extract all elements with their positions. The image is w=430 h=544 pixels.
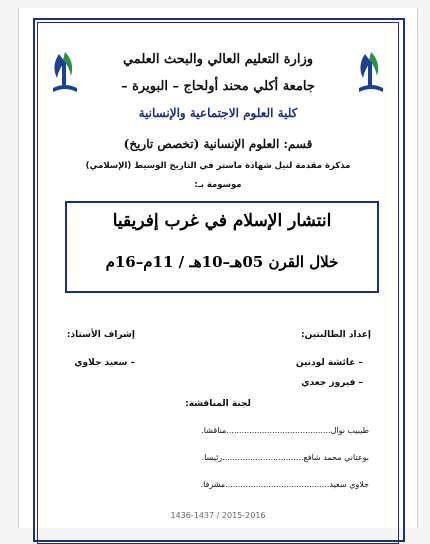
committee-member: طيبيب نوال.........................................مناقشا. — [201, 426, 369, 435]
memo-description: مذكرة مقدمة لنيل شهادة ماستر في التاريخ الوسيط (الإسلامي) — [85, 161, 351, 171]
committee-member: بوعتاني محمد شافع................................رئيسا. — [201, 453, 369, 462]
committee-member: جلاوي سعيد.........................................مشرفا. — [200, 480, 369, 489]
student-name: – عائشة لودنين — [295, 358, 363, 368]
supervisor-label: إشراف الأستاذ: — [66, 330, 135, 340]
ministry-name: وزارة التعليم العالي والبحث العلمي — [122, 52, 314, 67]
academic-year: 2015-2016 / 1436-1437 — [170, 511, 266, 520]
thesis-title: انتشار الإسلام في غرب إفريقيا — [112, 211, 332, 231]
students-label: إعداد الطالبتين: — [301, 330, 371, 340]
thesis-title-box — [65, 201, 379, 293]
document-page — [18, 8, 418, 528]
thesis-period: خلال القرن 05هـ–10هـ / 11م–16م — [105, 253, 339, 271]
university-name: جامعة أكلي محند أولحاج – البويرة – — [121, 79, 315, 94]
student-name: – فيروز جعدي — [301, 378, 363, 388]
faculty-name: كلية العلوم الاجتماعية والإنسانية — [138, 106, 298, 120]
committee-label: لجنة المناقشة: — [185, 399, 251, 409]
supervisor-name: – سعيد جلاوي — [74, 358, 135, 368]
titled-label: موسومة بـ: — [194, 180, 242, 190]
department-name: قسم: العلوم الإنسانية (تخصص تاريخ) — [123, 137, 313, 151]
